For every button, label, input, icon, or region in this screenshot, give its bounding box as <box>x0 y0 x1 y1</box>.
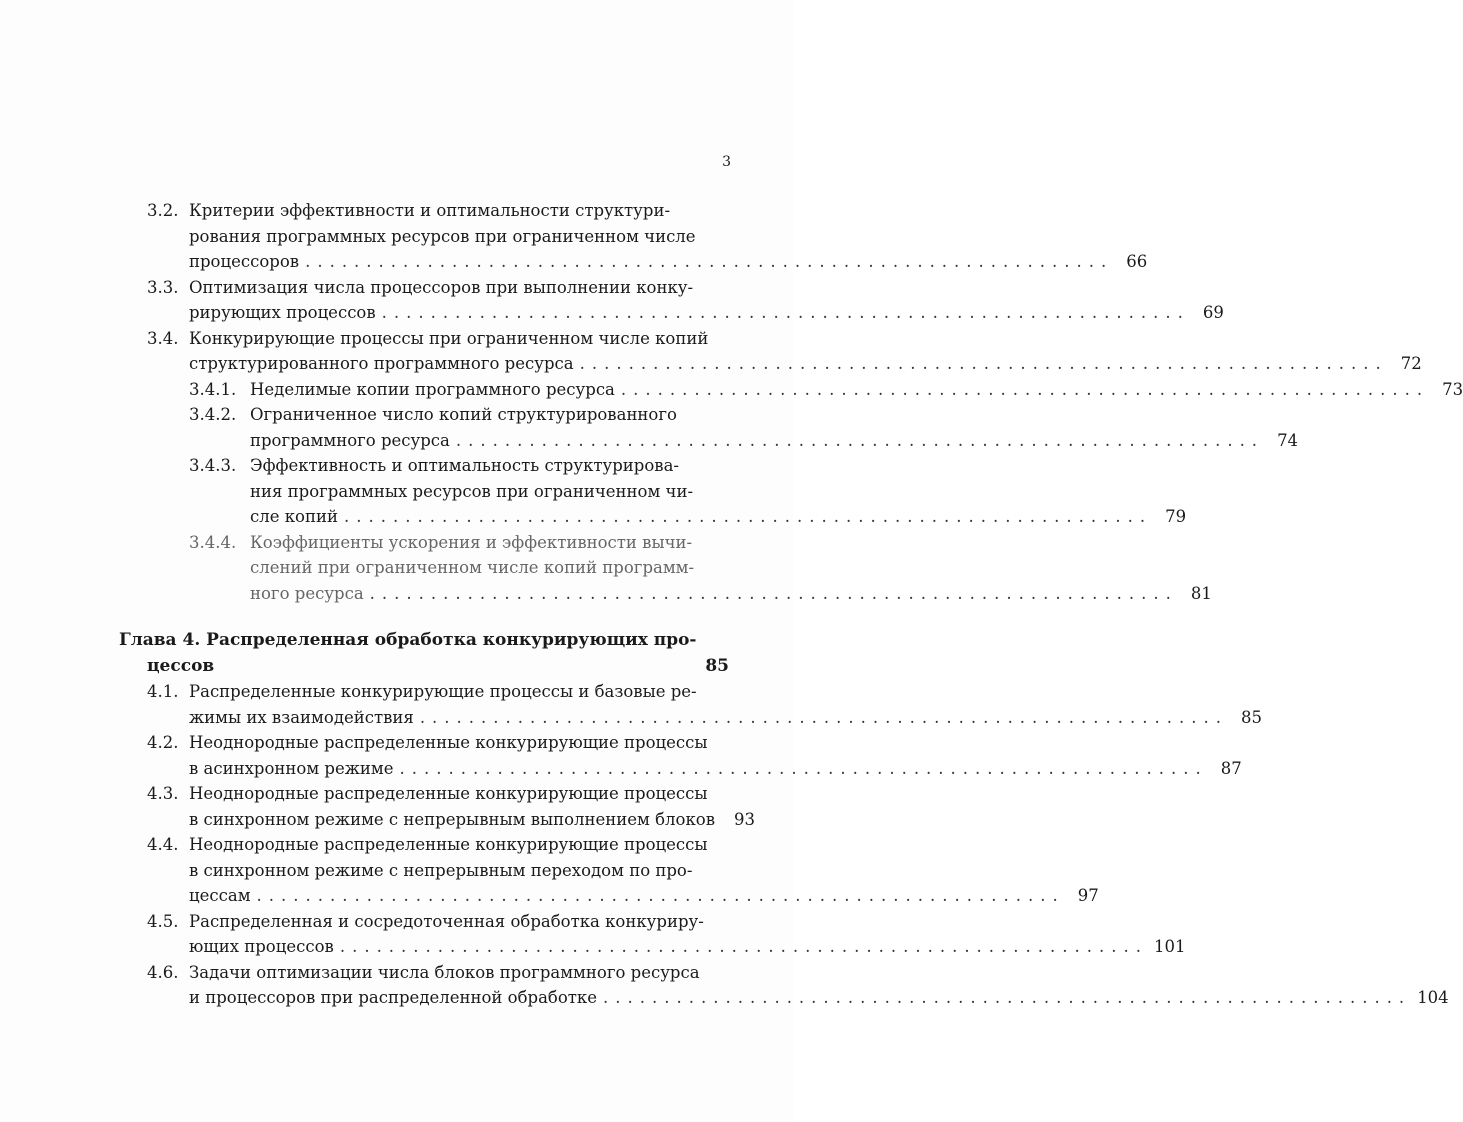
toc-page-number: 73 <box>1442 379 1463 399</box>
toc-entry-text-line: ния программных ресурсов при ограниченном чи- <box>250 481 694 501</box>
toc-entry-text-line: и процессоров при распределенной обработке <box>189 988 598 1007</box>
toc-entry-number: 4.3. <box>147 784 179 803</box>
dot-leader: .................................................................. <box>305 252 1114 271</box>
toc-entry-number: 4.5. <box>147 911 179 931</box>
toc-entry-text-line: Конкурирующие процессы при ограниченном числе копий <box>189 328 709 348</box>
toc-entry-text-line: в синхронном режиме с непрерывным переходом по про- <box>189 860 693 880</box>
toc-entry-text-line: цессам <box>189 886 251 905</box>
toc-entry-text-line: Неоднородные распределенные конкурирующие процессы <box>189 835 708 854</box>
table-of-contents <box>0 198 1463 1011</box>
toc-page-number: 79 <box>1165 507 1187 526</box>
toc-entry-number: 3.4.3. <box>189 456 237 475</box>
toc-entry-text-line: Эффективность и оптимальность структурирова- <box>250 456 679 475</box>
toc-entry-number: 3.2. <box>147 201 179 220</box>
toc-page-number: 87 <box>1220 758 1242 778</box>
toc-page-number: 101 <box>1154 937 1186 956</box>
toc-entry-3-3[interactable] <box>0 275 1224 326</box>
toc-entry-text-line: Оптимизация числа процессоров при выполнении конку- <box>189 277 694 297</box>
toc-entry-text-line: ющих процессов <box>189 937 334 956</box>
toc-entry-text-line: Распределенная и сосредоточенная обработка конкуриру- <box>189 911 704 931</box>
dot-leader: .................................................................. <box>419 707 1228 727</box>
toc-entry-3-4-2[interactable] <box>0 402 1299 453</box>
dot-leader: .................................................................. <box>399 758 1208 778</box>
toc-page-number: 72 <box>1400 354 1422 373</box>
toc-entry-text-line: ного ресурса <box>250 583 364 603</box>
dot-leader: .................................................................. <box>381 303 1190 322</box>
dot-leader: .................................................................. <box>620 379 1430 399</box>
toc-entry-number: 4.6. <box>147 962 179 982</box>
toc-entry-text-line: структурированного программного ресурса <box>189 354 574 373</box>
toc-page-number: 69 <box>1202 303 1224 322</box>
toc-entry-4-5[interactable] <box>0 909 1186 960</box>
toc-entry-text-line: слений при ограниченном числе копий программ- <box>250 558 695 577</box>
toc-entry-number: 3.3. <box>147 277 179 297</box>
toc-entry-text-line: Неоднородные распределенные конкурирующие процессы <box>189 784 708 803</box>
chapter-page-number: 85 <box>705 655 729 676</box>
toc-entry-number: 4.2. <box>147 733 179 752</box>
toc-entry-text-line: процессоров <box>189 252 300 271</box>
dot-leader: .................................................................. <box>369 583 1178 603</box>
toc-entry-number: 3.4. <box>147 328 179 348</box>
toc-entry-text-line: рования программных ресурсов при ограниченном числе <box>189 226 696 246</box>
dot-leader: .................................................................. <box>455 430 1265 450</box>
dot-leader: .................................................................. <box>339 937 1148 956</box>
chapter-title-line: цессов <box>147 655 215 676</box>
toc-page-number: 97 <box>1077 886 1099 905</box>
toc-entry-text-line: жимы их взаимодействия <box>189 707 414 727</box>
toc-entry-text-line: Неделимые копии программного ресурса <box>250 379 615 399</box>
toc-entry-number: 3.4.4. <box>189 532 237 552</box>
toc-entry-text-line: в синхронном режиме с непрерывным выполнением блоков <box>189 809 716 829</box>
toc-entry-number: 4.1. <box>147 682 179 701</box>
toc-page-number: 81 <box>1190 583 1212 603</box>
toc-entry-4-4[interactable] <box>0 832 1099 909</box>
toc-entry-3-4-4[interactable] <box>0 530 1212 607</box>
toc-entry-number: 4.4. <box>147 835 179 854</box>
toc-entry-4-6[interactable] <box>0 960 1449 1011</box>
toc-entry-text-line: рирующих процессов <box>189 303 376 322</box>
toc-entry-text-line: Задачи оптимизации числа блоков программного ресурса <box>189 962 700 982</box>
toc-page-number: 93 <box>734 809 756 829</box>
toc-page-number: 104 <box>1417 988 1449 1007</box>
chapter-label: Глава 4. <box>119 630 201 650</box>
toc-entry-text-line: Распределенные конкурирующие процессы и базовые ре- <box>189 682 697 701</box>
dot-leader: .................................................................. <box>343 507 1153 526</box>
toc-entry-text-line: Коэффициенты ускорения и эффективности вычи- <box>250 532 693 552</box>
chapter-title-line: Распределенная обработка конкурирующих про- <box>206 630 697 650</box>
toc-entry-number: 3.4.2. <box>189 405 237 424</box>
dot-leader: .................................................................. <box>256 886 1065 905</box>
toc-entry-text-line: сле копий <box>250 507 338 526</box>
chapter-4-heading[interactable] <box>0 628 793 679</box>
toc-entry-4-2[interactable] <box>0 730 1242 781</box>
dot-leader: .................................................................. <box>579 354 1388 373</box>
toc-entry-3-2[interactable] <box>0 198 1148 275</box>
toc-entry-text-line: в асинхронном режиме <box>189 758 394 778</box>
toc-entry-3-4-3[interactable] <box>0 453 1187 530</box>
toc-entry-text-line: Ограниченное число копий структурированного <box>250 405 677 424</box>
toc-page-number: 74 <box>1277 430 1299 450</box>
toc-page-number: 85 <box>1240 707 1262 727</box>
toc-entry-3-4-1[interactable] <box>0 377 1463 403</box>
page-number: 3 <box>722 154 731 170</box>
toc-entry-text-line: программного ресурса <box>250 430 450 450</box>
toc-entry-3-4[interactable] <box>0 326 1422 377</box>
toc-entry-4-3[interactable] <box>0 781 793 832</box>
toc-entry-number: 3.4.1. <box>189 379 237 399</box>
toc-entry-4-1[interactable] <box>0 679 1262 730</box>
toc-page-number: 66 <box>1126 252 1148 271</box>
toc-entry-text-line: Неоднородные распределенные конкурирующие процессы <box>189 733 708 752</box>
toc-entry-text-line: Критерии эффективности и оптимальности структури- <box>189 201 671 220</box>
dot-leader: .................................................................. <box>603 988 1412 1007</box>
